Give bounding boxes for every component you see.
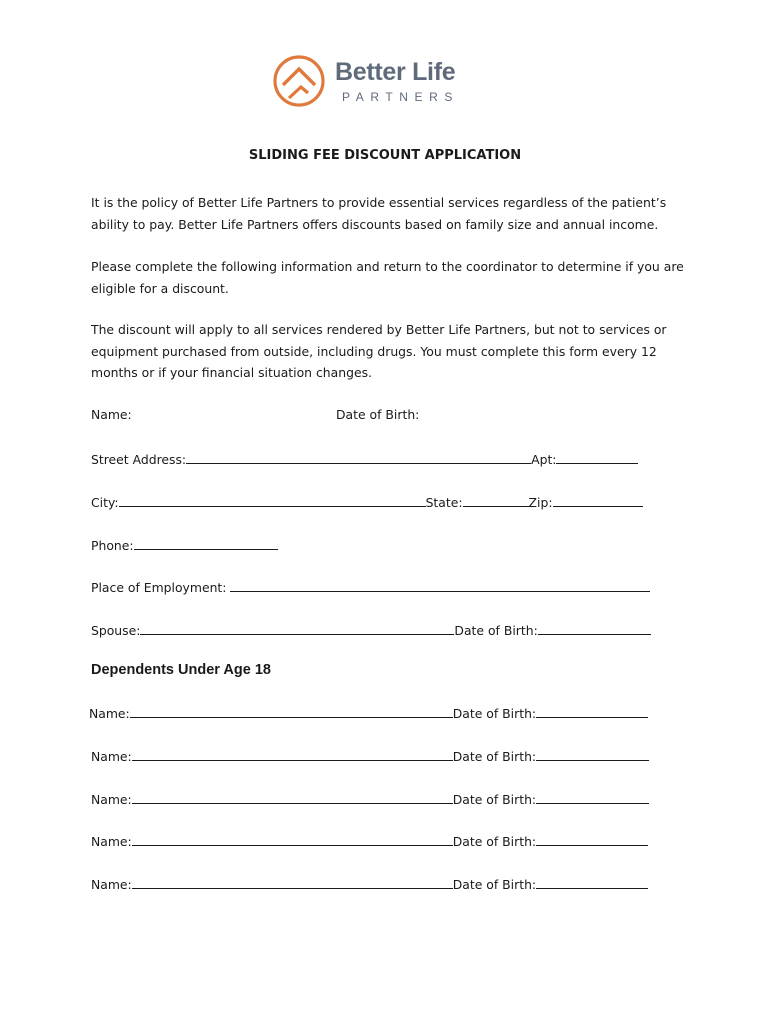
dependent-name-label: Name: <box>91 877 132 892</box>
dependent-dob-input[interactable] <box>536 833 648 846</box>
dependents-heading: Dependents Under Age 18 <box>91 662 271 678</box>
dependent-row <box>91 748 649 765</box>
phone-row <box>91 537 278 554</box>
dependent-name-input[interactable] <box>132 748 453 761</box>
dependent-dob-label: Date of Birth: <box>452 834 537 849</box>
dependent-row <box>91 833 648 850</box>
spouse-input[interactable] <box>140 622 454 635</box>
zip-input[interactable] <box>553 494 643 507</box>
dependent-dob-input[interactable] <box>536 791 649 804</box>
spouse-label: Spouse: <box>91 623 141 638</box>
dependent-name-input[interactable] <box>132 876 453 889</box>
page-title: SLIDING FEE DISCOUNT APPLICATION <box>248 148 522 163</box>
dependent-dob-input[interactable] <box>536 748 649 761</box>
dependent-name-label: Name: <box>91 834 132 849</box>
state-label: State: <box>425 495 463 510</box>
dependent-dob-label: Date of Birth: <box>452 792 537 807</box>
dependent-dob-label: Date of Birth: <box>452 877 537 892</box>
employment-input[interactable] <box>230 579 650 592</box>
discount-terms-paragraph: The discount will apply to all services rendered by Better Life Partners, but not to services or equipment purchased from outside, including drugs. You must complete this form every 12 months or if your financial situation changes. <box>91 322 667 381</box>
phone-label: Phone: <box>91 538 134 553</box>
employment-label: Place of Employment: <box>91 580 227 595</box>
dependent-dob-input[interactable] <box>536 876 648 889</box>
dependent-name-label: Name: <box>91 792 132 807</box>
phone-input[interactable] <box>134 537 278 550</box>
dependent-name-input[interactable] <box>130 705 453 718</box>
dependent-name-input[interactable] <box>132 833 453 846</box>
dependent-row <box>91 876 648 893</box>
dependent-dob-label: Date of Birth: <box>452 749 537 764</box>
dependent-name-label: Name: <box>91 749 132 764</box>
apt-input[interactable] <box>556 451 638 464</box>
dob-label: Date of Birth: <box>336 407 420 422</box>
house-logo-icon <box>272 54 328 108</box>
spouse-row <box>91 622 651 639</box>
policy-paragraph: It is the policy of Better Life Partners to provide essential services regardless of the patient’s ability to pay. Better Life Partners offers discounts based on family size and annual income. <box>91 195 667 232</box>
employment-row <box>91 579 650 596</box>
dependent-dob-input[interactable] <box>536 705 648 718</box>
dependent-dob-label: Date of Birth: <box>452 706 537 721</box>
name-label: Name: <box>91 407 132 422</box>
instructions-paragraph: Please complete the following information and return to the coordinator to determine if you are eligible for a discount. <box>91 259 684 296</box>
better-life-partners-logo <box>272 52 492 114</box>
street-label: Street Address: <box>91 452 187 467</box>
zip-label: Zip: <box>528 495 553 510</box>
city-label: City: <box>91 495 119 510</box>
dependent-name-input[interactable] <box>132 791 453 804</box>
street-input[interactable] <box>186 451 531 464</box>
city-input[interactable] <box>119 494 426 507</box>
spouse-dob-label: Date of Birth: <box>454 623 538 638</box>
dependent-name-label: Name: <box>89 706 130 721</box>
spouse-dob-input[interactable] <box>538 622 651 635</box>
logo-brand-text: Better Life <box>335 58 456 86</box>
logo-subtext: PARTNERS <box>342 90 460 104</box>
apt-label: Apt: <box>531 452 557 467</box>
street-row <box>91 451 638 468</box>
dependent-row <box>91 791 649 808</box>
city-row <box>91 494 643 511</box>
state-input[interactable] <box>463 494 529 507</box>
dependent-row <box>89 705 648 722</box>
